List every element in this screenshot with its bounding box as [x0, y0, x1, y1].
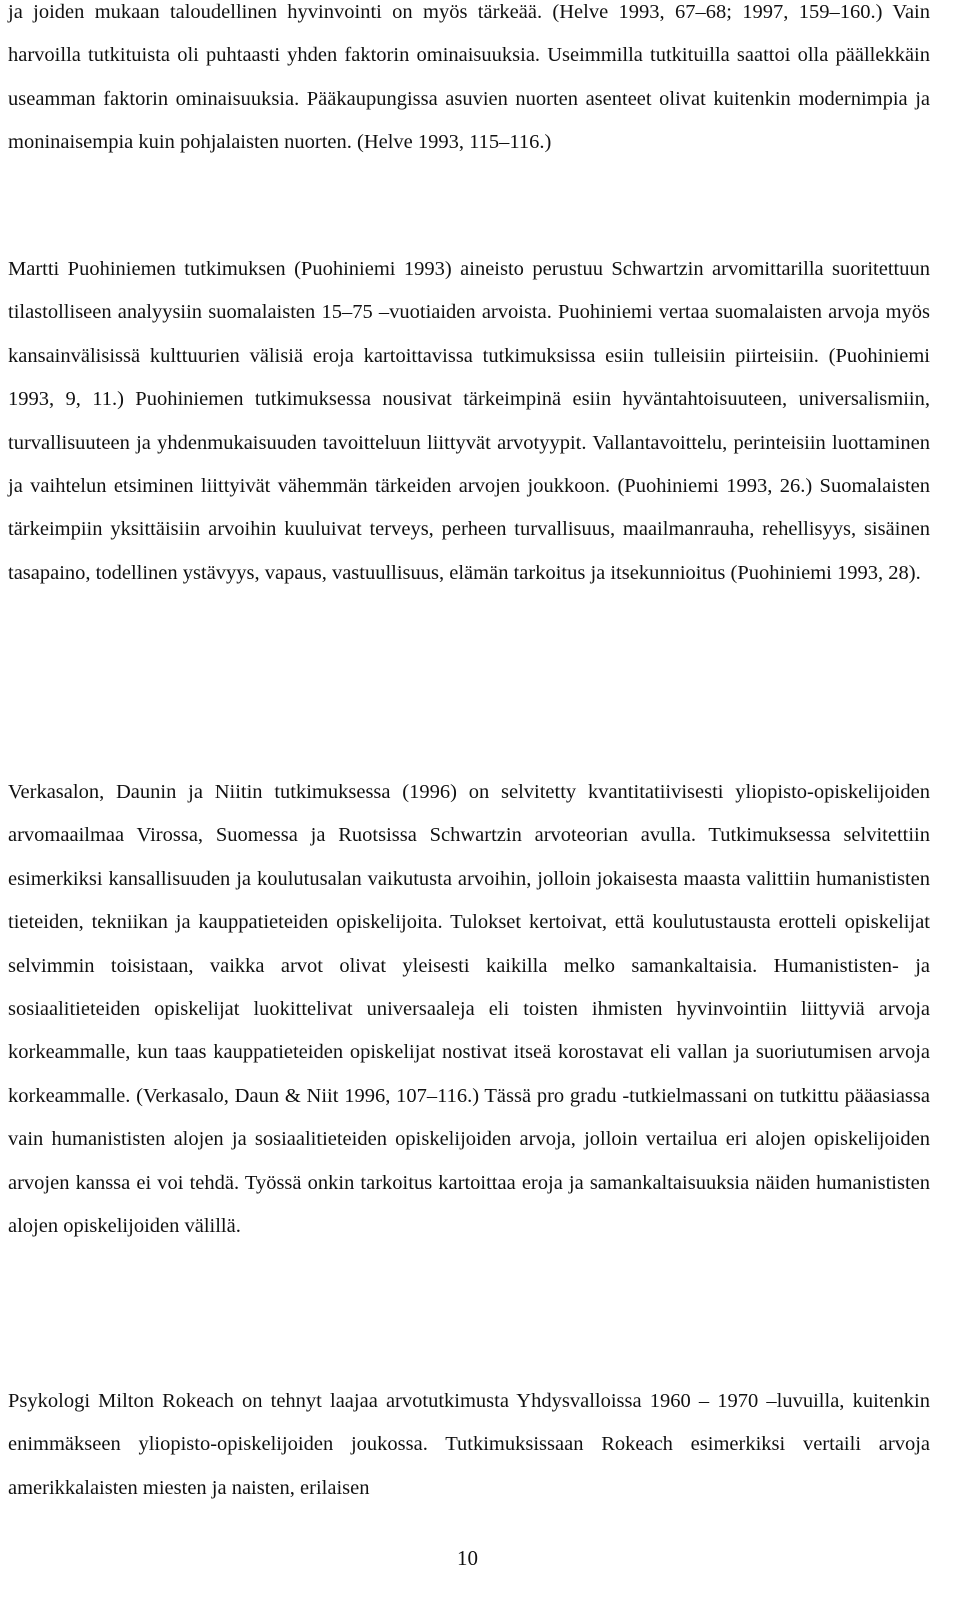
- body-paragraph-2: Martti Puohiniemen tutkimuksen (Puohiniemi 1993) aineisto perustuu Schwartzin arvomittarilla suoritettuun tilastolliseen analyysiin suomalaisten 15–75 –vuotiaiden arvoista. Puohiniemi vertaa suomalaisten arvoja myös kansainvälisissä kulttuurien välisiä eroja kartoittavissa tutkimuksissa esiin tulleisiin piirteisiin. (Puohiniemi 1993, 9, 11.) Puohiniemen tutkimuksessa nousivat tärkeimpinä esiin hyväntahtoisuuteen, universalismiin, turvallisuuteen ja yhdenmukaisuuden tavoitteluun liittyvät arvotyypit. Vallantavoittelu, perinteisiin luottaminen ja vaihtelun etsiminen liittyivät vähemmän tärkeiden arvojen joukkoon. (Puohiniemi 1993, 26.) Suomalaisten tärkeimpiin yksittäisiin arvoihin kuuluivat terveys, perheen turvallisuus, maailmanrauha, rehellisyys, sisäinen tasapaino, todellinen ystävyys, vapaus, vastuullisuus, elämän tarkoitus ja itsekunnioitus (Puohiniemi 1993, 28).: [8, 258, 930, 584]
- body-paragraph-1: ja joiden mukaan taloudellinen hyvinvointi on myös tärkeää. (Helve 1993, 67–68; 1997, 159–160.) Vain harvoilla tutkituista oli puhtaasti yhden faktorin ominaisuuksia. Useimmilla tutkituilla saattoi olla päällekkäin useamman faktorin ominaisuuksia. Pääkaupungissa asuvien nuorten asenteet olivat kuitenkin modernimpia ja moninaisempia kuin pohjalaisten nuorten. (Helve 1993, 115–116.): [8, 1, 930, 154]
- page-number: 10: [457, 1546, 478, 1570]
- body-paragraph-4: Psykologi Milton Rokeach on tehnyt laajaa arvotutkimusta Yhdysvalloissa 1960 – 1970 –luvuilla, kuitenkin enimmäkseen yliopisto-opiskelijoiden joukossa. Tutkimuksissaan Rokeach esimerkiksi vertaili arvoja amerikkalaisten miesten ja naisten, erilaisen: [8, 1390, 930, 1499]
- body-paragraph-3: Verkasalon, Daunin ja Niitin tutkimuksessa (1996) on selvitetty kvantitatiivisesti yliopisto-opiskelijoiden arvomaailmaa Virossa, Suomessa ja Ruotsissa Schwartzin arvoteorian avulla. Tutkimuksessa selvitettiin esimerkiksi kansallisuuden ja koulutusalan vaikutusta arvoihin, jolloin jokaisesta maasta valittiin humanististen tieteiden, tekniikan ja kauppatieteiden opiskelijoita. Tulokset kertoivat, että koulutustausta erotteli opiskelijat selvimmin toisistaan, vaikka arvot olivat yleisesti kaikilla melko samankaltaisia. Humanististen- ja sosiaalitieteiden opiskelijat luokittelivat universaaleja eli toisten ihmisten hyvinvointiin liittyviä arvoja korkeammalle, kun taas kauppatieteiden opiskelijat nostivat itseä korostavat eli vallan ja suoriutumisen arvoja korkeammalle. (Verkasalo, Daun & Niit 1996, 107–116.) Tässä pro gradu -tutkielmassani on tutkittu pääasiassa vain humanististen alojen ja sosiaalitieteiden opiskelijoiden arvoja, jolloin vertailua eri alojen opiskelijoiden arvojen kanssa ei voi tehdä. Työssä onkin tarkoitus kartoittaa eroja ja samankaltaisuuksia näiden humanististen alojen opiskelijoiden välillä.: [8, 781, 930, 1238]
